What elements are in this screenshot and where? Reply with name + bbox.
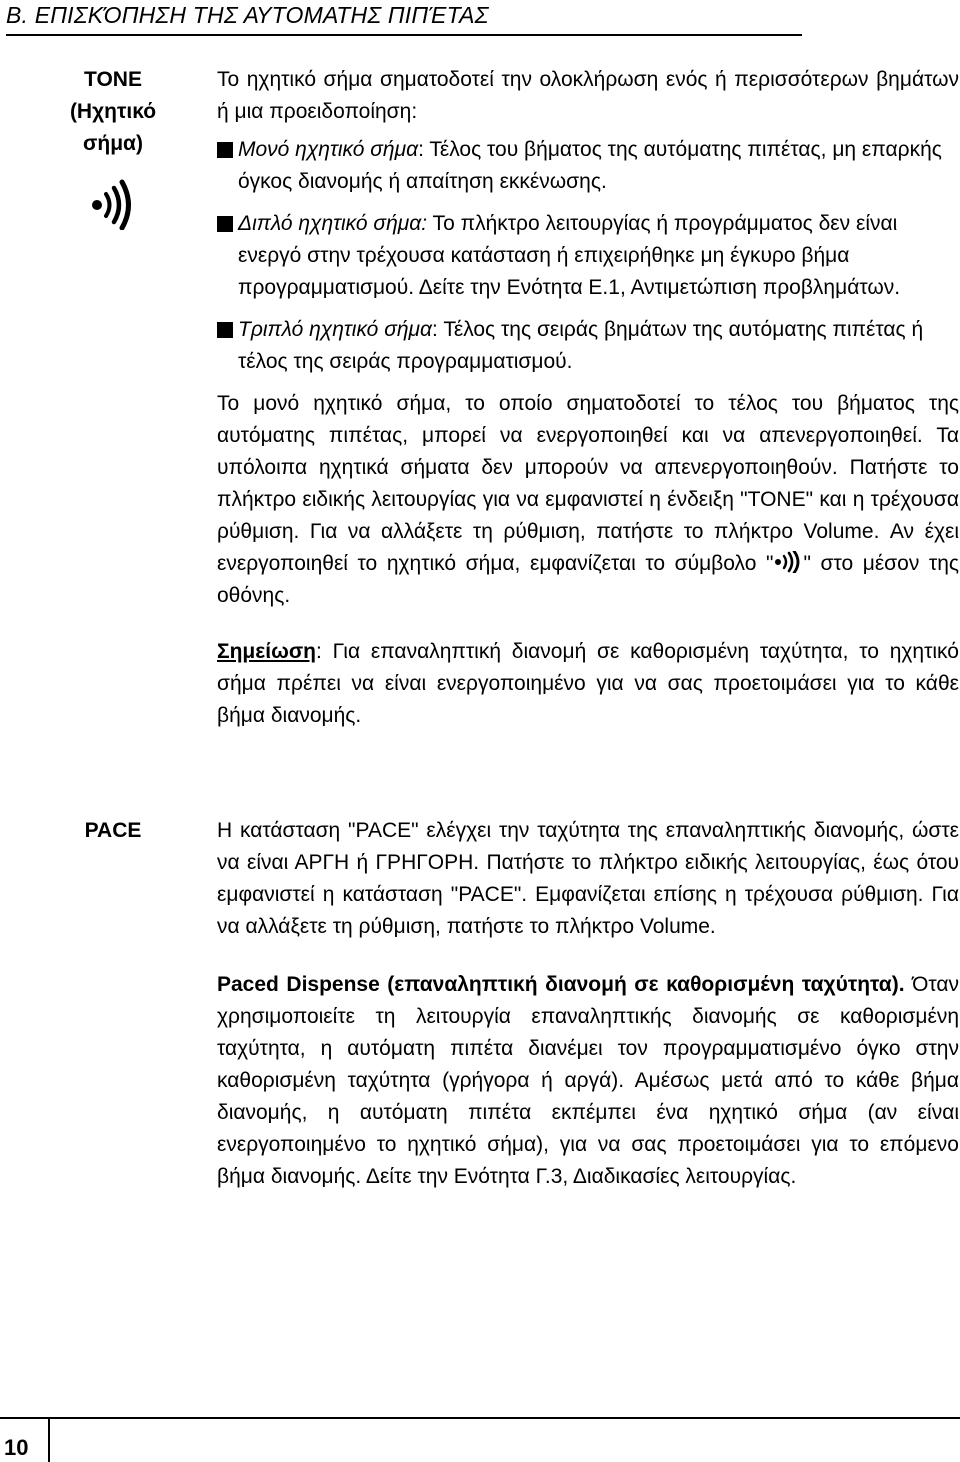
bullet-term: Μονό ηχητικό σήμα	[238, 138, 419, 161]
note-label: Σημείωση	[217, 640, 317, 663]
speaker-sound-icon	[86, 178, 138, 230]
paced-dispense-heading: Paced Dispense (επαναληπτική διανομή σε καθορισμένη ταχύτητα).	[217, 973, 905, 996]
paced-dispense-text: Όταν χρησιμοποιείτε τη λειτουργία επαναληπτικής διανομής σε καθορισμένη ταχύτητα, η αυτόματη πιπέτα διανέμει τον προγραμματισμένο όγκο στην καθορισμένη ταχύτητα (γρήγορα ή αργά). Αμέσως μετά από το κάθε βήμα διανομής, η αυτόματη πιπέτα εκπέμπει ένα ηχητικό σήμα (αν είναι ενεργοποιημένο το ηχητικό σήμα), για να σας προετοιμάσει για το επόμενο βήμα διανομής. Δείτε την Ενότητα Γ.3, Διαδικασίες λειτουργίας.	[217, 973, 959, 1188]
bullet-text: Το πλήκτρο λειτουργίας ή προγράμματος δεν είναι ενεργό στην τρέχουσα κατάσταση ή επιχειρήθηκε μη έγκυρο βήμα προγραμματισμού. Δείτε την Ενότητα Ε.1, Αντιμετώπιση προβλημάτων.	[238, 212, 901, 299]
bullet-text: Τέλος της σειράς βημάτων της αυτόματης πιπέτας ή τέλος της σειράς προγραμματισμού.	[238, 318, 924, 373]
bullet-term: Τριπλό ηχητικό σήμα	[238, 318, 433, 341]
bullet-single-tone: Μονό ηχητικό σήμα: Τέλος του βήματος της αυτόματης πιπέτας, μη επαρκής όγκος διανομής ή απαίτηση εκκένωσης.	[217, 134, 959, 198]
note-text: : Για επαναληπτική διανομή σε καθορισμένη ταχύτητα, το ηχητικό σήμα πρέπει να είναι ενεργοποιημένο για να σας προετοιμάσει για το κάθε βήμα διανομής.	[217, 640, 959, 727]
pace-content	[217, 815, 959, 1193]
paced-dispense-paragraph	[217, 969, 959, 1193]
bullet-square-icon	[217, 322, 233, 338]
tone-description: Το μονό ηχητικό σήμα, το οποίο σηματοδοτεί το τέλος του βήματος της αυτόματης πιπέτας, μπορεί να ενεργοποιηθεί και να απενεργοποιηθεί. Τα υπόλοιπα ηχητικά σήματα δεν μπορούν να απενεργοποιηθούν. Πατήστε το πλήκτρο ειδικής λειτουργίας για να εμφανιστεί η ένδειξη "TONE" και η τρέχουσα ρύθμιση. Για να αλλάξετε τη ρύθμιση, πατήστε το πλήκτρο Volume. Αν έχει ενεργοποιηθεί το ηχητικό σήμα, εμφανίζεται το σύμβολο " " στο μέσον της οθόνης.	[217, 392, 960, 607]
tone-label	[38, 64, 188, 160]
tone-label-line1: TONE	[84, 68, 142, 91]
section-title: Β. ΕΠΙΣΚΌΠΗΣΗ ΤΗΣ ΑΥΤΟΜΑΤΗΣ ΠΙΠΈΤΑΣ	[6, 2, 489, 28]
speaker-sound-icon	[773, 551, 803, 573]
page-header	[6, 0, 802, 36]
tone-label-line3: σήμα)	[83, 132, 143, 155]
pace-label: PACE	[84, 819, 142, 842]
bullet-square-icon	[217, 142, 233, 158]
tone-label-line2: (Ηχητικό	[69, 100, 157, 123]
footer-divider	[48, 1417, 50, 1462]
pace-description: Η κατάσταση "PACE" ελέγχει την ταχύτητα της επαναληπτικής διανομής, ώστε να είναι ΑΡΓΗ ή ΓΡΗΓΟΡΗ. Πατήστε το πλήκτρο ειδικής λειτουργίας, έως ότου εμφανιστεί η κατάσταση "PACE". Εμφανίζεται επίσης η τρέχουσα ρύθμιση. Για να αλλάξετε τη ρύθμιση, πατήστε το πλήκτρο Volume.	[217, 819, 959, 938]
bullet-square-icon	[217, 216, 233, 232]
bullet-text: Τέλος του βήματος της αυτόματης πιπέτας, μη επαρκής όγκος διανομής ή απαίτηση εκκένωσης.	[238, 138, 942, 193]
footer-rule	[0, 1417, 960, 1419]
tone-note	[217, 636, 959, 732]
bullet-double-tone: Διπλό ηχητικό σήμα: Το πλήκτρο λειτουργίας ή προγράμματος δεν είναι ενεργό στην τρέχουσα κατάσταση ή επιχειρήθηκε μη έγκυρο βήμα προγραμματισμού. Δείτε την Ενότητα Ε.1, Αντιμετώπιση προβλημάτων.	[217, 208, 959, 304]
tone-content	[217, 64, 959, 732]
bullet-triple-tone: Τριπλό ηχητικό σήμα: Τέλος της σειράς βημάτων της αυτόματης πιπέτας ή τέλος της σειράς προγραμματισμού.	[217, 314, 959, 378]
bullet-term: Διπλό ηχητικό σήμα	[238, 212, 422, 235]
tone-intro: Το ηχητικό σήμα σηματοδοτεί την ολοκλήρωση ενός ή περισσότερων βημάτων ή μια προειδοποίηση:	[217, 68, 959, 123]
page-number: 10	[4, 1435, 29, 1460]
